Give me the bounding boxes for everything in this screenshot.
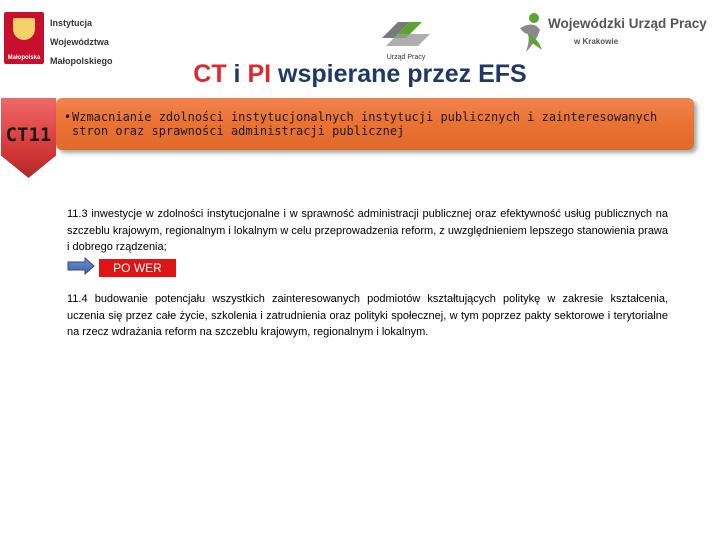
title-rest: wspierane przez EFS xyxy=(271,60,527,88)
title-ct: CT xyxy=(193,60,227,88)
wup-figure-icon xyxy=(514,12,546,56)
paragraph-11-3: 11.3 inwestycje w zdolności instytucjonalne i w sprawność administracji publicznej oraz efektywność usług publicznych na szczeblu krajowym, regionalnym i lokalnym w celu przeprowadzenia reform, z uwzględnieniem lepszego stanowienia prawa i dobrego rządzenia; xyxy=(67,208,668,253)
logo-right-title: Wojewódzki Urząd Pracy xyxy=(548,16,707,31)
logo-urzad-pracy xyxy=(368,16,444,62)
logo-instytucja-wojewodztwa xyxy=(4,12,154,64)
po-wer-tag: PO WER xyxy=(99,259,176,277)
objective-banner xyxy=(56,98,694,150)
paragraph-11-4: 11.4 budowanie potencjału wszystkich zainteresowanych podmiotów kształtujących politykę w zakresie kształcenia, uczenia się przez całe życie, szkolenia i zatrudnienia oraz polityki społecznej, w tym poprzez pakty sektorowe i terytorialne na rzecz wdrażania reform na szczeblu krajowym, regionalnym i lokalnym. xyxy=(67,293,668,338)
logo-left-line-3: Małopolskiego xyxy=(50,56,113,66)
emblem-text: Małopolska xyxy=(7,55,41,61)
bullet-icon: • xyxy=(64,110,72,124)
right-arrow-icon xyxy=(67,257,95,275)
objective-text: Wzmacnianie zdolności instytucjonalnych instytucji publicznych i zainteresowanych stron oraz sprawności administracji publicznej xyxy=(72,110,658,138)
logo-left-line-2: Województwa xyxy=(50,37,109,47)
logo-left-line-1: Instytucja xyxy=(50,18,93,28)
ct-badge-label: CT11 xyxy=(5,124,52,146)
logo-wup-krakow xyxy=(514,12,714,58)
logo-right-subtitle: w Krakowie xyxy=(574,37,619,46)
objective-banner-text xyxy=(64,110,684,138)
page-title xyxy=(0,60,720,89)
title-pi: PI xyxy=(247,60,272,88)
title-conj: i xyxy=(226,60,248,88)
logo-center-caption: Urząd Pracy xyxy=(386,54,426,61)
urzad-pracy-icon xyxy=(378,16,434,54)
malopolska-emblem-icon xyxy=(4,12,44,64)
